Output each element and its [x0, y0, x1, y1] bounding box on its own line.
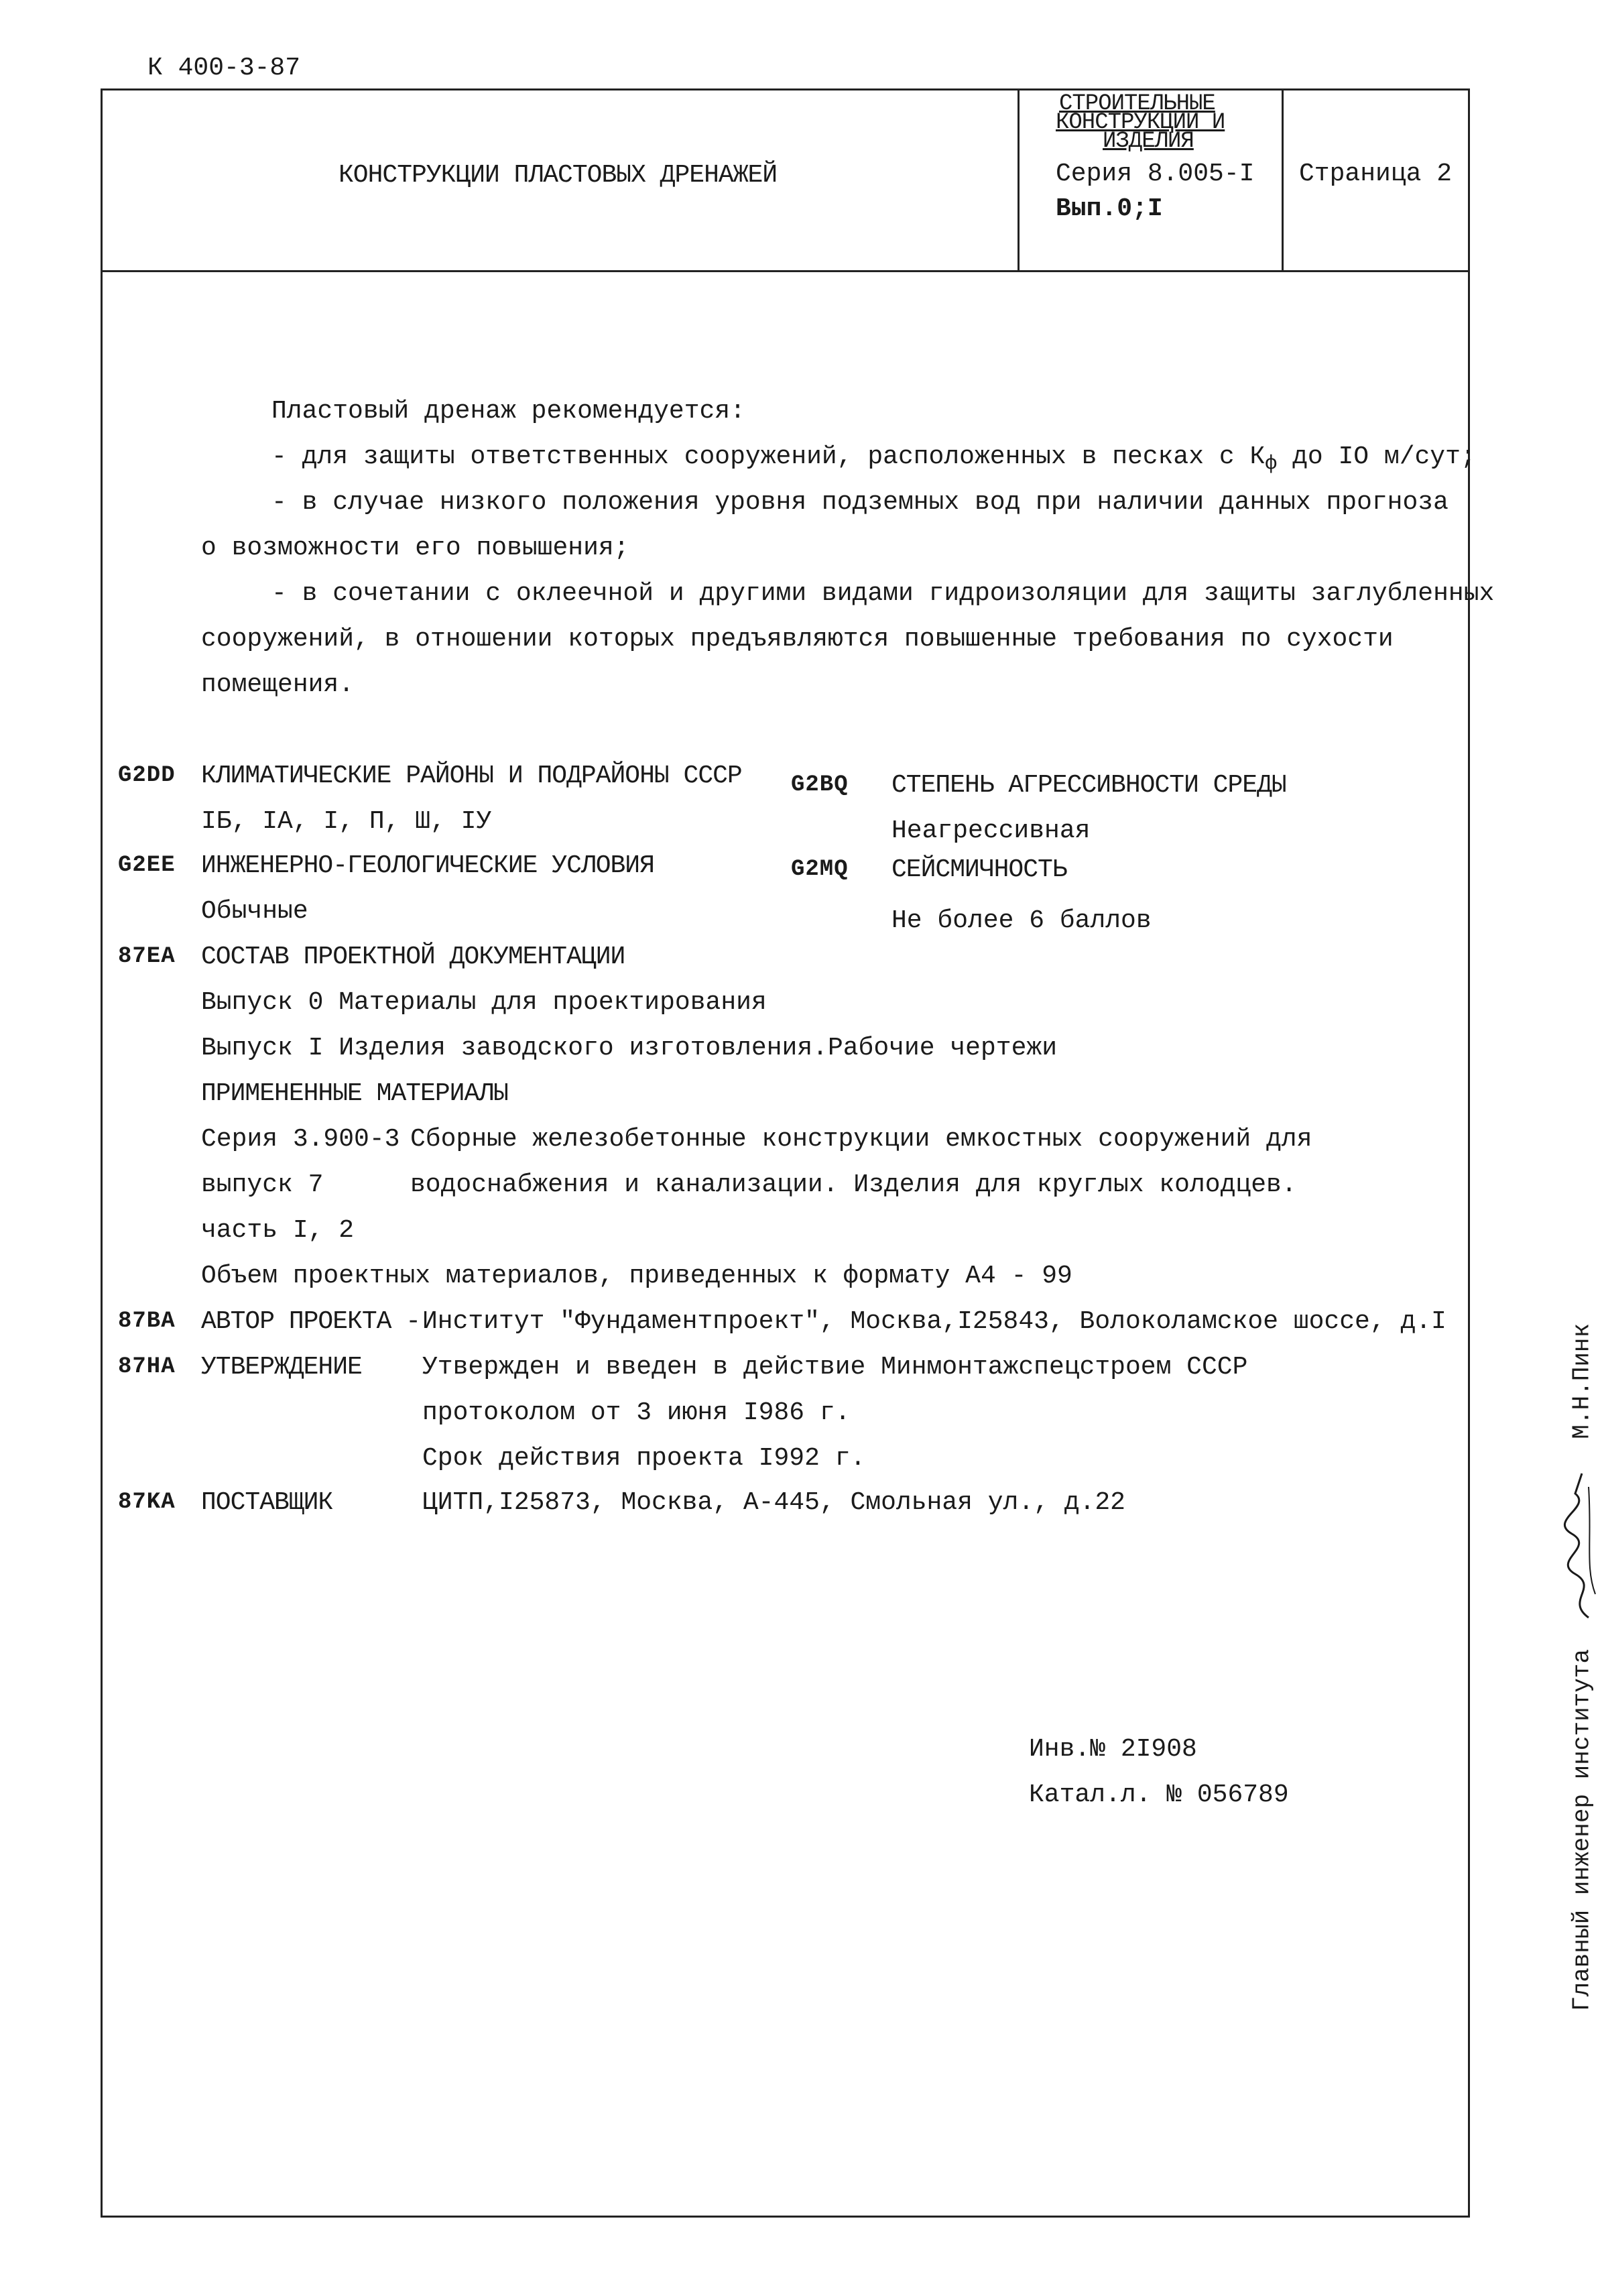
header-divider — [101, 270, 1470, 272]
author-code: 87BA — [118, 1309, 176, 1334]
header-col-divider-2 — [1282, 88, 1284, 272]
geology-value: Обычные — [201, 897, 308, 926]
aggression-label: СТЕПЕНЬ АГРЕССИВНОСТИ СРЕДЫ — [891, 771, 1286, 800]
intro-item-2-line-2: о возможности его повышения; — [201, 534, 629, 562]
materials-series-text: Сборные железобетонные конструкции емкостных сооружений для — [410, 1125, 1312, 1154]
author-label: АВТОР ПРОЕКТА - — [201, 1307, 421, 1336]
climate-value: IБ, IА, I, П, Ш, IУ — [201, 807, 492, 836]
intro-lead: Пластовый дренаж рекомендуется: — [271, 397, 745, 426]
category-line-1: СТРОИТЕЛЬНЫЕ — [1059, 91, 1215, 117]
intro-item-3-line-2: сооружений, в отношении которых предъявляются повышенные требования по сухости — [201, 625, 1394, 654]
document-code: К 400-3-87 — [147, 54, 301, 82]
seismic-value: Не более 6 баллов — [891, 906, 1152, 935]
geology-label: ИНЖЕНЕРНО-ГЕОЛОГИЧЕСКИЕ УСЛОВИЯ — [201, 851, 654, 880]
materials-label: ПРИМЕНЕННЫЕ МАТЕРИАЛЫ — [201, 1079, 508, 1108]
composition-issue-0: Выпуск 0 Материалы для проектирования — [201, 988, 767, 1017]
side-signature-role: Главный инженер института — [1568, 1648, 1596, 2011]
composition-label: СОСТАВ ПРОЕКТНОЙ ДОКУМЕНТАЦИИ — [201, 943, 625, 971]
catalog-number: Катал.л. № 056789 — [1029, 1780, 1289, 1809]
intro-item-2-line-1: - в случае низкого положения уровня подземных вод при наличии данных прогноза — [271, 488, 1449, 517]
side-signature-block — [1562, 1323, 1602, 2011]
materials-series: Серия 3.900-3 — [201, 1125, 400, 1154]
climate-code: G2DD — [118, 763, 176, 788]
composition-issue-1: Выпуск I Изделия заводского изготовления.Рабочие чертежи — [201, 1034, 1058, 1063]
intro-item-1-post: до IO м/сут; — [1277, 442, 1476, 471]
series-label: Серия 8.005-I — [1056, 160, 1255, 188]
intro-item-3-line-3: помещения. — [201, 670, 355, 699]
intro-item-1 — [271, 442, 1476, 479]
supplier-label: ПОСТАВЩИК — [201, 1488, 333, 1517]
approval-code: 87HA — [118, 1354, 176, 1380]
composition-code: 87EA — [118, 944, 176, 969]
approval-label: УТВЕРЖДЕНИЕ — [201, 1353, 362, 1382]
seismic-label: СЕЙСМИЧНОСТЬ — [891, 855, 1067, 884]
materials-issue: выпуск 7 — [201, 1170, 324, 1199]
category-line-2: КОНСТРУКЦИИ И — [1056, 110, 1225, 135]
header-col-divider-1 — [1018, 88, 1020, 272]
supplier-value: ЦИТП,I25873, Москва, А-445, Смольная ул., д.22 — [422, 1488, 1125, 1517]
approval-line-3: Срок действия проекта I992 г. — [422, 1444, 866, 1473]
intro-item-1-pre: - для защиты ответственных сооружений, расположенных в песках с К — [271, 442, 1266, 471]
intro-item-3-line-1: - в сочетании с оклеечной и другими видами гидроизоляции для защиты заглубленных — [271, 579, 1495, 608]
climate-label: КЛИМАТИЧЕСКИЕ РАЙОНЫ И ПОДРАЙОНЫ СССР — [201, 762, 742, 790]
supplier-code: 87KA — [118, 1490, 176, 1515]
materials-issue-text: водоснабжения и канализации. Изделия для круглых колодцев. — [410, 1170, 1297, 1199]
issue-label: Вып.0;I — [1056, 194, 1163, 223]
materials-part: часть I, 2 — [201, 1216, 355, 1245]
seismic-code: G2MQ — [791, 857, 849, 882]
volume-line: Объем проектных материалов, приведенных к формату А4 - 99 — [201, 1262, 1072, 1290]
side-signature-name: М.Н.Пинк — [1568, 1323, 1596, 1439]
approval-line-1: Утвержден и введен в действие Минмонтажспецстроем СССР — [422, 1353, 1248, 1382]
signature-icon — [1562, 1467, 1602, 1621]
aggression-code: G2BQ — [791, 772, 849, 798]
approval-line-2: протоколом от 3 июня I986 г. — [422, 1398, 851, 1427]
intro-item-1-sub: ф — [1265, 452, 1278, 476]
author-value: Институт "Фундаментпроект", Москва,I25843, Волоколамское шоссе, д.I — [422, 1307, 1446, 1336]
category-line-3: ИЗДЕЛИЯ — [1103, 129, 1194, 154]
doc-title: КОНСТРУКЦИИ ПЛАСТОВЫХ ДРЕНАЖЕЙ — [338, 161, 778, 190]
inventory-number: Инв.№ 2I908 — [1029, 1735, 1197, 1764]
geology-code: G2EE — [118, 853, 176, 878]
page-label: Страница 2 — [1299, 160, 1453, 188]
aggression-value: Неагрессивная — [891, 817, 1091, 845]
